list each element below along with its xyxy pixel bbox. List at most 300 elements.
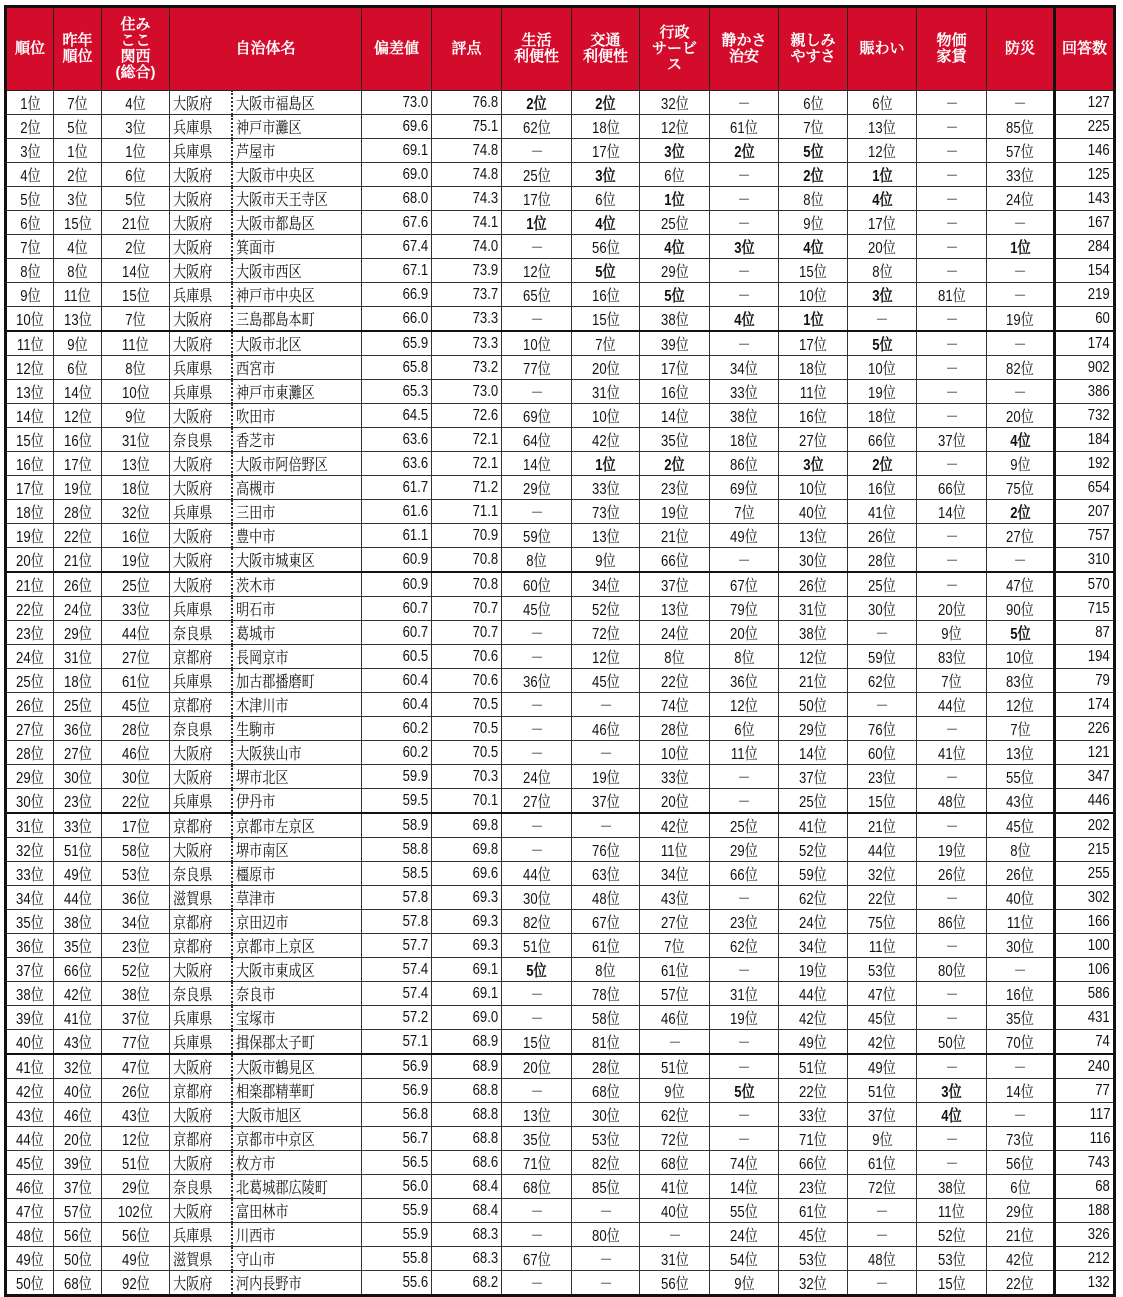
- cell-last-year-rank: [54, 1006, 102, 1030]
- cell-kansai-overall-rank: [102, 1054, 170, 1079]
- cell-text: 70.7: [472, 623, 499, 641]
- cell-kansai-overall-rank: [102, 356, 170, 380]
- cell-text: 56位: [591, 240, 620, 257]
- cell-text: －: [529, 843, 544, 860]
- cell-cat-prices: [917, 1223, 987, 1247]
- cell-cat-admin: [640, 1271, 710, 1296]
- cell-text: 24位: [799, 915, 827, 932]
- cell-cat-disaster: [987, 1271, 1055, 1296]
- cell-text: －: [529, 144, 544, 161]
- cell-text: 20位: [660, 794, 689, 811]
- cell-text: 63.6: [402, 430, 429, 448]
- cell-cat-convenience: [502, 572, 572, 597]
- cell-deviation: [362, 693, 432, 717]
- cell-text: 14位: [937, 505, 966, 522]
- cell-text: 53位: [121, 867, 150, 884]
- cell-text: 33位: [63, 819, 92, 836]
- cell-text: 49位: [121, 1252, 150, 1269]
- cell-text: 67.6: [402, 213, 429, 231]
- cell-cat-disaster: [987, 1127, 1055, 1151]
- cell-text: 240: [1088, 1057, 1111, 1075]
- cell-city: [232, 934, 362, 958]
- cell-score: [432, 115, 502, 139]
- cell-last-year-rank: [54, 1199, 102, 1223]
- cell-cat-transport: [572, 813, 640, 838]
- cell-cat-safety: [710, 669, 779, 693]
- cell-score: [432, 1127, 502, 1151]
- cell-last-year-rank: [54, 428, 102, 452]
- cell-cat-transport: [572, 404, 640, 428]
- cell-score: [432, 741, 502, 765]
- cell-text: 兵庫県: [173, 288, 213, 305]
- cell-kansai-overall-rank: [102, 741, 170, 765]
- cell-cat-prices: [917, 621, 987, 645]
- cell-cat-disaster: [987, 741, 1055, 765]
- cell-cat-convenience: [502, 789, 572, 814]
- cell-cat-disaster: [987, 1030, 1055, 1055]
- cell-cat-disaster: [987, 1054, 1055, 1079]
- cell-city: [232, 789, 362, 814]
- cell-cat-disaster: [987, 283, 1055, 307]
- cell-cat-admin: [640, 500, 710, 524]
- cell-text: 27位: [16, 722, 44, 739]
- cell-text: 386: [1088, 382, 1111, 400]
- cell-cat-admin: [640, 717, 710, 741]
- cell-text: 21位: [799, 674, 827, 691]
- cell-text: 68位: [522, 1180, 551, 1197]
- cell-text: 大阪狭山市: [235, 746, 302, 763]
- table-row: [6, 910, 1115, 934]
- cell-text: 35位: [522, 1132, 551, 1149]
- cell-text: 38位: [799, 626, 827, 643]
- cell-text: 1位: [664, 192, 685, 209]
- cell-text: 兵庫県: [173, 144, 213, 161]
- cell-text: 68.6: [472, 1153, 499, 1171]
- cell-rank: [6, 211, 54, 235]
- cell-text: 47位: [868, 987, 896, 1004]
- cell-cat-friendly: [779, 597, 848, 621]
- cell-kansai-overall-rank: [102, 693, 170, 717]
- cell-rank: [6, 886, 54, 910]
- cell-text: 28位: [868, 553, 896, 570]
- cell-deviation: [362, 1006, 432, 1030]
- cell-cat-safety: [710, 741, 779, 765]
- cell-city: [232, 982, 362, 1006]
- table-row: [6, 1151, 1115, 1175]
- cell-kansai-overall-rank: [102, 1079, 170, 1103]
- cell-city: [232, 139, 362, 163]
- cell-text: 46位: [16, 1180, 44, 1197]
- cell-text: 53位: [868, 963, 896, 980]
- table-row: [6, 982, 1115, 1006]
- cell-text: 207: [1088, 502, 1111, 520]
- cell-deviation: [362, 910, 432, 934]
- cell-cat-disaster: [987, 765, 1055, 789]
- cell-last-year-rank: [54, 500, 102, 524]
- cell-cat-lively: [848, 1271, 917, 1296]
- cell-text: 22位: [121, 794, 150, 811]
- cell-score: [432, 524, 502, 548]
- cell-deviation: [362, 789, 432, 814]
- cell-text: 41位: [63, 1011, 92, 1028]
- cell-cat-friendly: [779, 1030, 848, 1055]
- cell-text: 72位: [591, 626, 620, 643]
- cell-text: －: [737, 1132, 751, 1149]
- cell-text: 68.3: [472, 1249, 499, 1267]
- table-row: [6, 958, 1115, 982]
- cell-rank: [6, 163, 54, 187]
- cell-deviation: [362, 838, 432, 862]
- cell-last-year-rank: [54, 187, 102, 211]
- cell-score: [432, 813, 502, 838]
- cell-text: 大阪市天王寺区: [235, 192, 328, 209]
- cell-prefecture: [170, 91, 232, 115]
- cell-text: 12位: [868, 144, 896, 161]
- cell-text: 8位: [19, 264, 41, 281]
- cell-text: 16位: [591, 288, 620, 305]
- cell-score: [432, 765, 502, 789]
- cell-text: 310: [1088, 550, 1111, 568]
- cell-text: 39位: [63, 1156, 92, 1173]
- cell-text: 60.7: [402, 599, 429, 617]
- cell-text: 木津川市: [235, 698, 288, 715]
- cell-deviation: [362, 1271, 432, 1296]
- cell-text: 56位: [660, 1276, 689, 1293]
- cell-prefecture: [170, 789, 232, 814]
- cell-cat-safety: [710, 524, 779, 548]
- cell-cat-safety: [710, 1006, 779, 1030]
- cell-text: 13位: [868, 120, 896, 137]
- cell-text: 83位: [1006, 674, 1034, 691]
- cell-score: [432, 621, 502, 645]
- cell-rank: [6, 139, 54, 163]
- cell-text: －: [737, 96, 751, 113]
- cell-text: 15位: [16, 433, 44, 450]
- cell-score: [432, 838, 502, 862]
- cell-prefecture: [170, 886, 232, 910]
- cell-cat-transport: [572, 645, 640, 669]
- cell-text: 9位: [733, 1276, 755, 1293]
- cell-text: 654: [1088, 478, 1111, 496]
- cell-text: －: [944, 216, 959, 233]
- cell-text: 5位: [67, 120, 88, 137]
- cell-kansai-overall-rank: [102, 765, 170, 789]
- cell-text: －: [667, 1035, 682, 1052]
- cell-text: 570: [1088, 575, 1111, 593]
- cell-text: 73.7: [472, 285, 499, 303]
- cell-text: 74.3: [472, 189, 499, 207]
- table-row: [6, 862, 1115, 886]
- cell-cat-convenience: [502, 1223, 572, 1247]
- cell-text: 48位: [868, 1252, 896, 1269]
- cell-text: 10位: [660, 746, 689, 763]
- cell-score: [432, 1271, 502, 1296]
- cell-text: 73.0: [472, 382, 499, 400]
- cell-cat-admin: [640, 307, 710, 332]
- cell-kansai-overall-rank: [102, 1175, 170, 1199]
- cell-text: 12位: [1006, 698, 1034, 715]
- cell-kansai-overall-rank: [102, 163, 170, 187]
- cell-text: 16位: [16, 457, 44, 474]
- cell-text: 大阪府: [173, 963, 213, 980]
- cell-text: 茨木市: [235, 578, 275, 595]
- cell-text: 京都市中京区: [235, 1132, 315, 1149]
- cell-text: 1位: [526, 216, 547, 233]
- cell-text: 38位: [63, 915, 92, 932]
- cell-text: 30位: [522, 891, 551, 908]
- cell-city: [232, 1079, 362, 1103]
- cell-responses: [1055, 452, 1115, 476]
- cell-text: －: [1013, 216, 1027, 233]
- cell-cat-disaster: [987, 139, 1055, 163]
- cell-prefecture: [170, 524, 232, 548]
- cell-cat-friendly: [779, 645, 848, 669]
- cell-cat-friendly: [779, 958, 848, 982]
- cell-text: 15位: [937, 1276, 966, 1293]
- cell-text: 6位: [664, 168, 685, 185]
- cell-text: 38位: [121, 987, 150, 1004]
- cell-text: 55位: [730, 1204, 758, 1221]
- cell-city: [232, 910, 362, 934]
- table-row: [6, 548, 1115, 573]
- cell-cat-lively: [848, 524, 917, 548]
- cell-text: 11位: [1006, 915, 1034, 932]
- cell-kansai-overall-rank: [102, 211, 170, 235]
- cell-text: 66.9: [402, 285, 429, 303]
- cell-city: [232, 115, 362, 139]
- cell-text: 18位: [591, 120, 620, 137]
- cell-text: 188: [1088, 1201, 1111, 1219]
- cell-rank: [6, 597, 54, 621]
- cell-cat-lively: [848, 380, 917, 404]
- cell-text: 45位: [121, 698, 150, 715]
- cell-rank: [6, 862, 54, 886]
- cell-cat-convenience: [502, 886, 572, 910]
- cell-text: 69.0: [472, 1008, 499, 1026]
- table-row: [6, 838, 1115, 862]
- cell-text: 20位: [730, 626, 758, 643]
- cell-text: 7位: [802, 120, 824, 137]
- cell-text: 62位: [868, 674, 896, 691]
- cell-text: 52位: [799, 843, 827, 860]
- cell-cat-disaster: [987, 500, 1055, 524]
- cell-cat-prices: [917, 1079, 987, 1103]
- cell-cat-disaster: [987, 476, 1055, 500]
- cell-text: 16位: [868, 481, 896, 498]
- cell-text: 51位: [799, 1060, 827, 1077]
- cell-text: 26位: [868, 529, 896, 546]
- cell-text: －: [737, 1060, 751, 1077]
- cell-cat-convenience: [502, 187, 572, 211]
- cell-cat-prices: [917, 476, 987, 500]
- cell-cat-admin: [640, 380, 710, 404]
- cell-rank: [6, 307, 54, 332]
- cell-text: 72位: [660, 1132, 689, 1149]
- cell-cat-transport: [572, 982, 640, 1006]
- cell-cat-disaster: [987, 428, 1055, 452]
- cell-text: 27位: [121, 650, 150, 667]
- cell-prefecture: [170, 1006, 232, 1030]
- cell-cat-safety: [710, 693, 779, 717]
- cell-text: －: [529, 312, 544, 329]
- cell-text: 17位: [591, 144, 620, 161]
- cell-text: 59.5: [402, 791, 429, 809]
- cell-text: 34位: [660, 867, 689, 884]
- cell-city: [232, 259, 362, 283]
- cell-text: 69.6: [472, 864, 499, 882]
- cell-text: 68.8: [472, 1129, 499, 1147]
- cell-rank: [6, 621, 54, 645]
- cell-text: 66位: [660, 553, 689, 570]
- cell-text: －: [737, 770, 751, 787]
- cell-text: 17位: [799, 337, 827, 354]
- cell-cat-admin: [640, 283, 710, 307]
- cell-kansai-overall-rank: [102, 862, 170, 886]
- cell-prefecture: [170, 862, 232, 886]
- cell-text: 奈良市: [235, 987, 275, 1004]
- cell-text: 16位: [799, 409, 827, 426]
- cell-text: 20位: [937, 602, 966, 619]
- cell-cat-disaster: [987, 1103, 1055, 1127]
- cell-last-year-rank: [54, 380, 102, 404]
- cell-deviation: [362, 958, 432, 982]
- cell-cat-friendly: [779, 1079, 848, 1103]
- cell-text: 10位: [16, 312, 44, 329]
- cell-text: －: [1013, 963, 1027, 980]
- cell-city: [232, 645, 362, 669]
- table-row: [6, 428, 1115, 452]
- cell-text: 56位: [1006, 1156, 1034, 1173]
- cell-text: 70.7: [472, 599, 499, 617]
- cell-cat-safety: [710, 813, 779, 838]
- cell-text: 25位: [121, 578, 150, 595]
- cell-text: 11位: [868, 939, 896, 956]
- cell-text: 10位: [799, 288, 827, 305]
- cell-cat-disaster: [987, 91, 1055, 115]
- cell-responses: [1055, 813, 1115, 838]
- cell-text: 17位: [522, 192, 551, 209]
- cell-text: －: [737, 891, 751, 908]
- cell-cat-lively: [848, 404, 917, 428]
- cell-text: 28位: [591, 1060, 620, 1077]
- cell-cat-convenience: [502, 307, 572, 332]
- cell-text: 63.6: [402, 454, 429, 472]
- cell-text: 60.9: [402, 550, 429, 568]
- cell-last-year-rank: [54, 1223, 102, 1247]
- cell-city: [232, 1030, 362, 1055]
- cell-rank: [6, 669, 54, 693]
- cell-text: 2位: [1009, 505, 1031, 522]
- cell-last-year-rank: [54, 813, 102, 838]
- cell-text: 大阪市旭区: [235, 1108, 302, 1125]
- cell-text: 56.7: [402, 1129, 429, 1147]
- cell-cat-transport: [572, 307, 640, 332]
- cell-city: [232, 380, 362, 404]
- cell-text: 106: [1088, 960, 1111, 978]
- cell-deviation: [362, 139, 432, 163]
- cell-text: 57位: [660, 987, 689, 1004]
- cell-cat-admin: [640, 838, 710, 862]
- cell-text: 京都府: [173, 915, 213, 932]
- cell-cat-disaster: [987, 1223, 1055, 1247]
- cell-text: －: [1013, 288, 1027, 305]
- cell-cat-admin: [640, 1151, 710, 1175]
- cell-text: 5位: [595, 264, 616, 281]
- cell-cat-admin: [640, 1175, 710, 1199]
- cell-text: 西宮市: [235, 361, 275, 378]
- cell-responses: [1055, 163, 1115, 187]
- table-row: [6, 139, 1115, 163]
- cell-text: 26位: [799, 578, 827, 595]
- cell-text: 22位: [63, 529, 92, 546]
- cell-last-year-rank: [54, 1079, 102, 1103]
- cell-cat-disaster: [987, 1006, 1055, 1030]
- cell-cat-transport: [572, 259, 640, 283]
- cell-text: －: [944, 144, 959, 161]
- cell-deviation: [362, 115, 432, 139]
- cell-text: －: [1013, 264, 1027, 281]
- cell-text: 86位: [937, 915, 966, 932]
- cell-text: 1位: [871, 168, 893, 185]
- cell-cat-friendly: [779, 1271, 848, 1296]
- cell-text: 宝塚市: [235, 1011, 275, 1028]
- cell-text: 41位: [937, 746, 966, 763]
- cell-text: 40位: [1006, 891, 1034, 908]
- cell-cat-transport: [572, 1199, 640, 1223]
- cell-responses: [1055, 1006, 1115, 1030]
- cell-text: －: [944, 385, 959, 402]
- cell-text: 11位: [730, 746, 758, 763]
- cell-cat-friendly: [779, 572, 848, 597]
- cell-rank: [6, 813, 54, 838]
- cell-city: [232, 524, 362, 548]
- cell-text: 117: [1089, 1105, 1111, 1123]
- cell-text: 20位: [868, 240, 896, 257]
- cell-cat-safety: [710, 1127, 779, 1151]
- cell-text: 58位: [121, 843, 150, 860]
- cell-text: 74位: [660, 698, 689, 715]
- cell-text: 49位: [16, 1252, 44, 1269]
- cell-text: 90位: [1006, 602, 1034, 619]
- cell-cat-disaster: [987, 380, 1055, 404]
- cell-text: －: [944, 264, 959, 281]
- cell-cat-convenience: [502, 524, 572, 548]
- cell-rank: [6, 572, 54, 597]
- cell-score: [432, 380, 502, 404]
- cell-prefecture: [170, 765, 232, 789]
- table-row: [6, 187, 1115, 211]
- cell-rank: [6, 910, 54, 934]
- cell-cat-disaster: [987, 621, 1055, 645]
- cell-text: －: [737, 168, 751, 185]
- cell-text: 大阪府: [173, 529, 213, 546]
- cell-cat-prices: [917, 452, 987, 476]
- cell-last-year-rank: [54, 163, 102, 187]
- cell-cat-safety: [710, 645, 779, 669]
- cell-cat-disaster: [987, 1151, 1055, 1175]
- cell-text: 34位: [799, 939, 827, 956]
- cell-text: 三島郡島本町: [235, 312, 315, 329]
- cell-text: 大阪府: [173, 264, 213, 281]
- cell-text: 兵庫県: [173, 1228, 213, 1245]
- cell-text: 14位: [63, 385, 92, 402]
- cell-cat-admin: [640, 693, 710, 717]
- cell-text: 71位: [799, 1132, 827, 1149]
- cell-text: －: [529, 385, 544, 402]
- cell-cat-disaster: [987, 187, 1055, 211]
- cell-text: 9位: [125, 409, 146, 426]
- cell-cat-admin: [640, 1223, 710, 1247]
